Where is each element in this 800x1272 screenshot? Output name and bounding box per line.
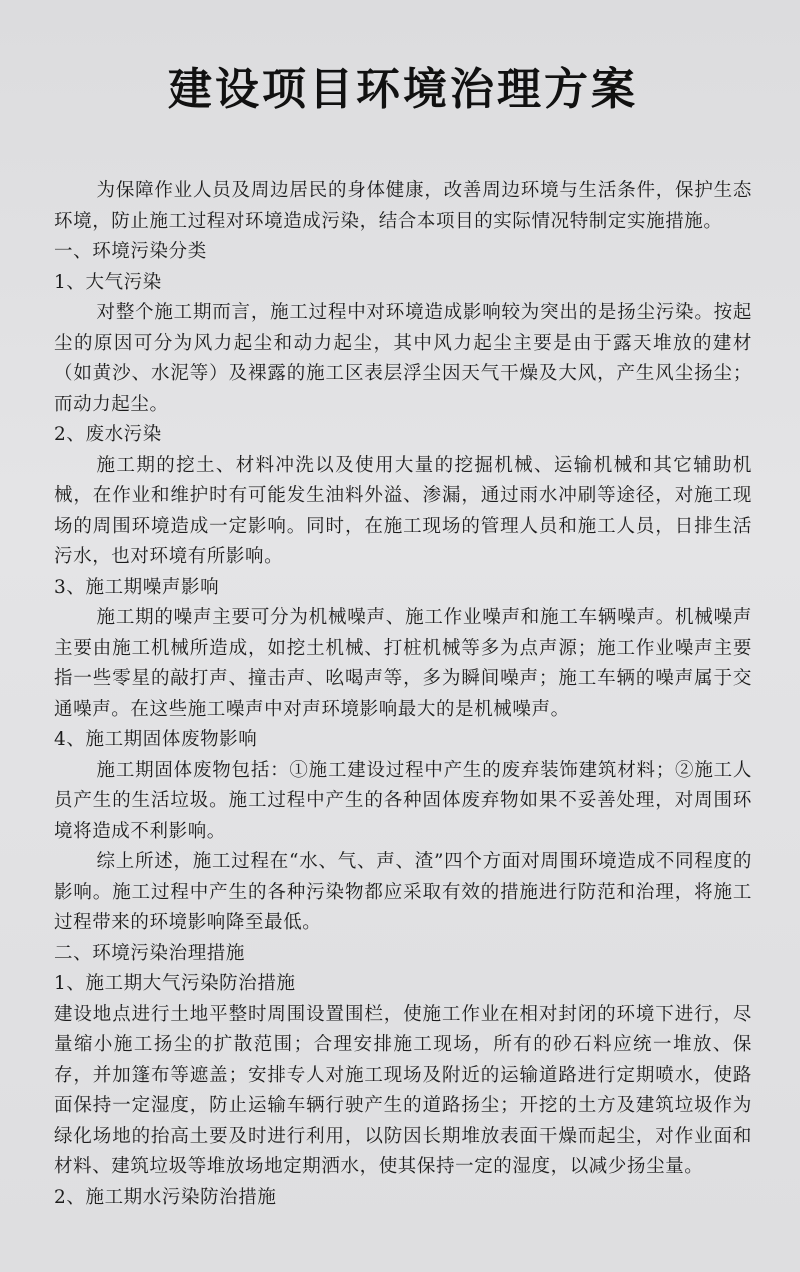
document-body xyxy=(54,176,752,1213)
page-title: 建设项目环境治理方案 xyxy=(168,64,638,115)
paragraph-wastewater: 施工期的挖土、材料冲洗以及使用大量的挖掘机械、运输机械和其它辅助机械，在作业和维护时有可能发生油料外溢、渗漏，通过雨水冲刷等途径，对施工现场的周围环境造成一定影响。同时，在施工现场的管理人员和施工人员，日排生活污水，也对环境有所影响。 xyxy=(54,454,752,567)
paragraph-air-pollution: 对整个施工期而言，施工过程中对环境造成影响较为突出的是扬尘污染。按起尘的原因可分为风力起尘和动力起尘，其中风力起尘主要是由于露天堆放的建材（如黄沙、水泥等）及裸露的施工区表层浮尘因天气干燥及大风，产生风尘扬尘；而动力起尘。 xyxy=(54,302,752,415)
intro-paragraph: 为保障作业人员及周边居民的身体健康，改善周边环境与生活条件，保护生态环境，防止施工过程对环境造成污染，结合本项目的实际情况特制定实施措施。 xyxy=(54,180,752,232)
subsection-heading-air-pollution: 1、大气污染 xyxy=(54,271,162,293)
section-heading-1: 一、环境污染分类 xyxy=(54,241,207,262)
paragraph-air-measures: 建设地点进行土地平整时周围设置围栏，使施工作业在相对封闭的环境下进行，尽量缩小施工扬尘的扩散范围；合理安排施工现场，所有的砂石料应统一堆放、保存，并加篷布等遮盖；安排专人对施工现场及附近的运输道路进行定期喷水，使路面保持一定湿度，防止运输车辆行驶产生的道路扬尘；开挖的土方及建筑垃圾作为绿化场地的抬高土要及时进行利用，以防因长期堆放表面干燥而起尘，对作业面和材料、建筑垃圾等堆放场地定期洒水，使其保持一定的湿度，以减少扬尘量。 xyxy=(54,1003,752,1177)
paragraph-summary: 综上所述，施工过程在“水、气、声、渣”四个方面对周围环境造成不同程度的影响。施工过程中产生的各种污染物都应采取有效的措施进行防范和治理，将施工过程带来的环境影响降至最低。 xyxy=(54,851,752,933)
section-heading-2: 二、环境污染治理措施 xyxy=(54,942,246,964)
subsection-heading-air-measures: 1、施工期大气污染防治措施 xyxy=(54,973,296,994)
subsection-heading-wastewater: 2、废水污染 xyxy=(54,424,162,445)
subsection-heading-water-measures: 2、施工期水污染防治措施 xyxy=(54,1186,277,1208)
subsection-heading-solid-waste: 4、施工期固体废物影响 xyxy=(54,729,258,750)
subsection-heading-noise: 3、施工期噪声影响 xyxy=(54,576,220,598)
paragraph-solid-waste: 施工期固体废物包括：①施工建设过程中产生的废弃装饰建筑材料；②施工人员产生的生活垃圾。施工过程中产生的各种固体废弃物如果不妥善处理，对周围环境将造成不利影响。 xyxy=(54,759,752,842)
paragraph-noise: 施工期的噪声主要可分为机械噪声、施工作业噪声和施工车辆噪声。机械噪声主要由施工机械所造成，如挖土机械、打桩机械等多为点声源；施工作业噪声主要指一些零星的敲打声、撞击声、吆喝声等，多为瞬间噪声；施工车辆的噪声属于交通噪声。在这些施工噪声中对声环境影响最大的是机械噪声。 xyxy=(54,607,752,720)
